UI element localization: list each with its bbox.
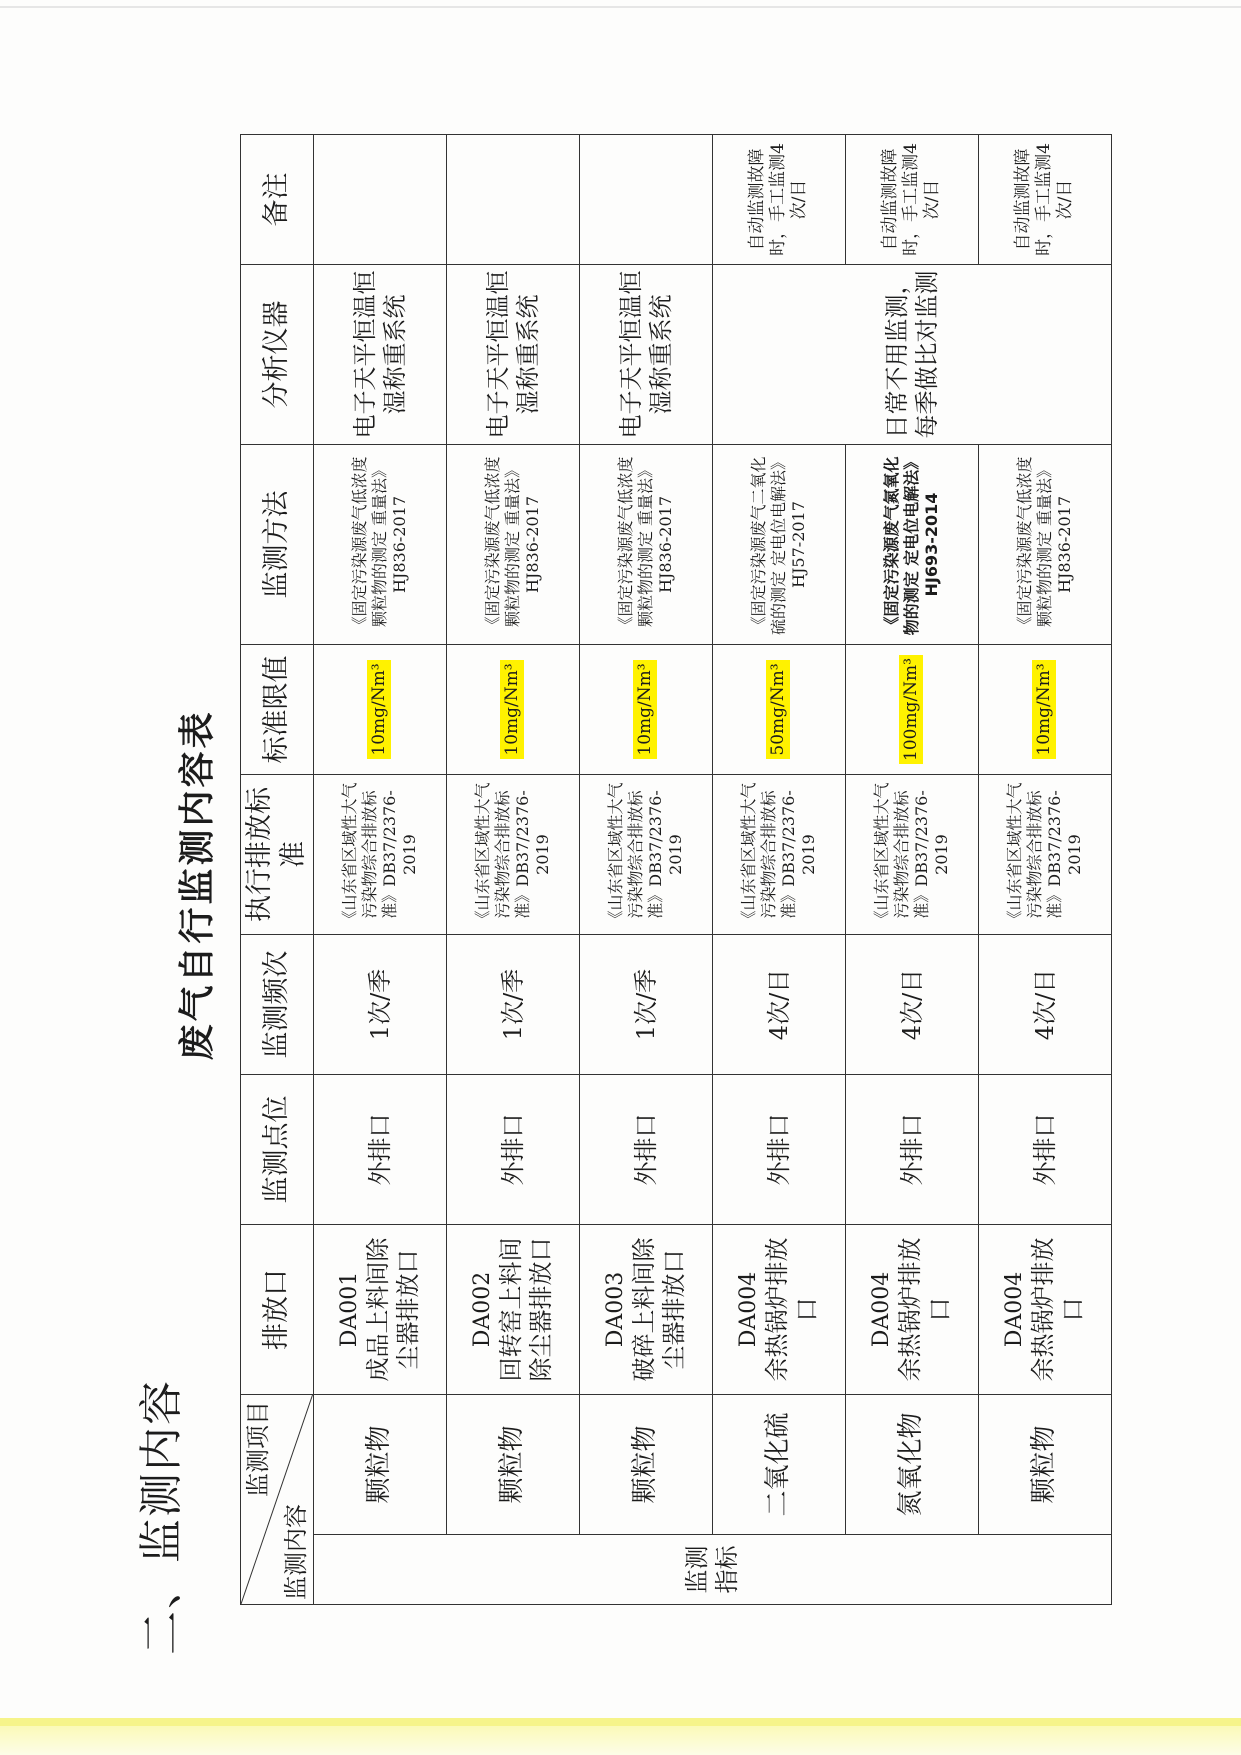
limit-highlight: 10mg/Nm³ xyxy=(500,660,524,758)
category-label: 监测指标 xyxy=(313,1535,1111,1605)
rotated-page-content xyxy=(125,115,1100,1655)
scan-fold-line xyxy=(0,6,1241,8)
standard-cell: 《山东省区域性大气污染物综合排放标准》DB37/2376-2019 xyxy=(845,775,978,935)
item-cell: 颗粒物 xyxy=(978,1395,1111,1535)
frequency-cell: 1次/季 xyxy=(313,935,446,1075)
limit-cell xyxy=(579,645,712,775)
point-cell: 外排口 xyxy=(579,1075,712,1225)
outlet-code: DA004 xyxy=(735,1271,761,1348)
limit-cell xyxy=(845,645,978,775)
table-row xyxy=(313,135,446,1605)
limit-highlight: 50mg/Nm³ xyxy=(766,660,790,758)
point-cell: 外排口 xyxy=(978,1075,1111,1225)
outlet-cell xyxy=(446,1225,579,1395)
header-item-label: 监测项目 xyxy=(244,1401,272,1497)
method-cell: 《固定污染源废气低浓度颗粒物的测定 重量法》HJ836-2017 xyxy=(978,445,1111,645)
item-cell: 二氧化硫 xyxy=(712,1395,845,1535)
limit-highlight: 10mg/Nm³ xyxy=(1032,660,1056,758)
header-standard: 执行排放标准 xyxy=(241,775,314,935)
point-cell: 外排口 xyxy=(446,1075,579,1225)
note-cell: 自动监测故障时，手工监测4次/日 xyxy=(712,135,845,265)
outlet-name: 成品上料间除尘器排放口 xyxy=(364,1237,423,1382)
note-cell xyxy=(446,135,579,265)
header-note: 备注 xyxy=(241,135,314,265)
note-cell xyxy=(579,135,712,265)
header-diagonal-cell xyxy=(241,1395,314,1605)
table-row xyxy=(712,135,845,1605)
limit-cell xyxy=(712,645,845,775)
frequency-cell: 4次/日 xyxy=(712,935,845,1075)
scan-yellow-tint xyxy=(0,1726,1241,1755)
standard-cell: 《山东省区域性大气污染物综合排放标准》DB37/2376-2019 xyxy=(446,775,579,935)
method-cell: 《固定污染源废气低浓度颗粒物的测定 重量法》HJ836-2017 xyxy=(313,445,446,645)
instrument-cell-merged: 日常不用监测，每季做比对监测 xyxy=(712,265,1111,445)
point-cell: 外排口 xyxy=(712,1075,845,1225)
instrument-cell: 电子天平恒温恒湿称重系统 xyxy=(313,265,446,445)
outlet-code: DA001 xyxy=(336,1271,362,1348)
outlet-code: DA004 xyxy=(868,1271,894,1348)
frequency-cell: 4次/日 xyxy=(978,935,1111,1075)
monitoring-table xyxy=(240,134,1112,1605)
limit-cell xyxy=(313,645,446,775)
limit-highlight: 10mg/Nm³ xyxy=(633,660,657,758)
point-cell: 外排口 xyxy=(845,1075,978,1225)
item-cell: 颗粒物 xyxy=(579,1395,712,1535)
outlet-cell xyxy=(845,1225,978,1395)
table-row xyxy=(579,135,712,1605)
header-content-label: 监测内容 xyxy=(281,1504,310,1600)
standard-cell: 《山东省区域性大气污染物综合排放标准》DB37/2376-2019 xyxy=(313,775,446,935)
item-cell: 颗粒物 xyxy=(446,1395,579,1535)
item-cell: 氮氧化物 xyxy=(845,1395,978,1535)
note-cell: 自动监测故障时，手工监测4次/日 xyxy=(845,135,978,265)
header-outlet: 排放口 xyxy=(241,1225,314,1395)
outlet-name: 余热锅炉排放口 xyxy=(1029,1237,1088,1382)
note-cell xyxy=(313,135,446,265)
standard-cell: 《山东省区域性大气污染物综合排放标准》DB37/2376-2019 xyxy=(712,775,845,935)
limit-highlight: 10mg/Nm³ xyxy=(367,660,391,758)
outlet-cell xyxy=(579,1225,712,1395)
method-cell: 《固定污染源废气低浓度颗粒物的测定 重量法》HJ836-2017 xyxy=(446,445,579,645)
method-cell: 《固定污染源废气低浓度颗粒物的测定 重量法》HJ836-2017 xyxy=(579,445,712,645)
outlet-code: DA003 xyxy=(602,1271,628,1348)
point-cell: 外排口 xyxy=(313,1075,446,1225)
outlet-cell xyxy=(313,1225,446,1395)
table-row xyxy=(446,135,579,1605)
frequency-cell: 4次/日 xyxy=(845,935,978,1075)
header-method: 监测方法 xyxy=(241,445,314,645)
header-row xyxy=(241,135,314,1605)
outlet-name: 破碎上料间除尘器排放口 xyxy=(630,1237,689,1382)
standard-cell: 《山东省区域性大气污染物综合排放标准》DB37/2376-2019 xyxy=(978,775,1111,935)
header-limit: 标准限值 xyxy=(241,645,314,775)
outlet-code: DA002 xyxy=(469,1271,495,1348)
header-frequency: 监测频次 xyxy=(241,935,314,1075)
outlet-cell xyxy=(712,1225,845,1395)
item-cell: 颗粒物 xyxy=(313,1395,446,1535)
outlet-cell xyxy=(978,1225,1111,1395)
outlet-name: 回转窑上料间除尘器排放口 xyxy=(497,1237,556,1382)
table-title: 废气自行监测内容表 xyxy=(177,709,218,1061)
outlet-code: DA004 xyxy=(1001,1271,1027,1348)
method-cell: 《固定污染源废气二氧化硫的测定 定电位电解法》HJ57-2017 xyxy=(712,445,845,645)
section-heading: 二、监测内容 xyxy=(136,1379,187,1655)
method-cell: 《固定污染源废气氮氧化物的测定 定电位电解法》HJ693-2014 xyxy=(845,445,978,645)
standard-cell: 《山东省区域性大气污染物综合排放标准》DB37/2376-2019 xyxy=(579,775,712,935)
frequency-cell: 1次/季 xyxy=(579,935,712,1075)
limit-cell xyxy=(446,645,579,775)
note-cell: 自动监测故障时，手工监测4次/日 xyxy=(978,135,1111,265)
outlet-name: 余热锅炉排放口 xyxy=(896,1237,955,1382)
outlet-name: 余热锅炉排放口 xyxy=(763,1237,822,1382)
limit-cell xyxy=(978,645,1111,775)
header-instrument: 分析仪器 xyxy=(241,265,314,445)
instrument-cell: 电子天平恒温恒湿称重系统 xyxy=(446,265,579,445)
header-point: 监测点位 xyxy=(241,1075,314,1225)
limit-highlight: 100mg/Nm³ xyxy=(899,655,923,764)
instrument-cell: 电子天平恒温恒湿称重系统 xyxy=(579,265,712,445)
scan-yellow-stripe xyxy=(0,1718,1241,1726)
frequency-cell: 1次/季 xyxy=(446,935,579,1075)
